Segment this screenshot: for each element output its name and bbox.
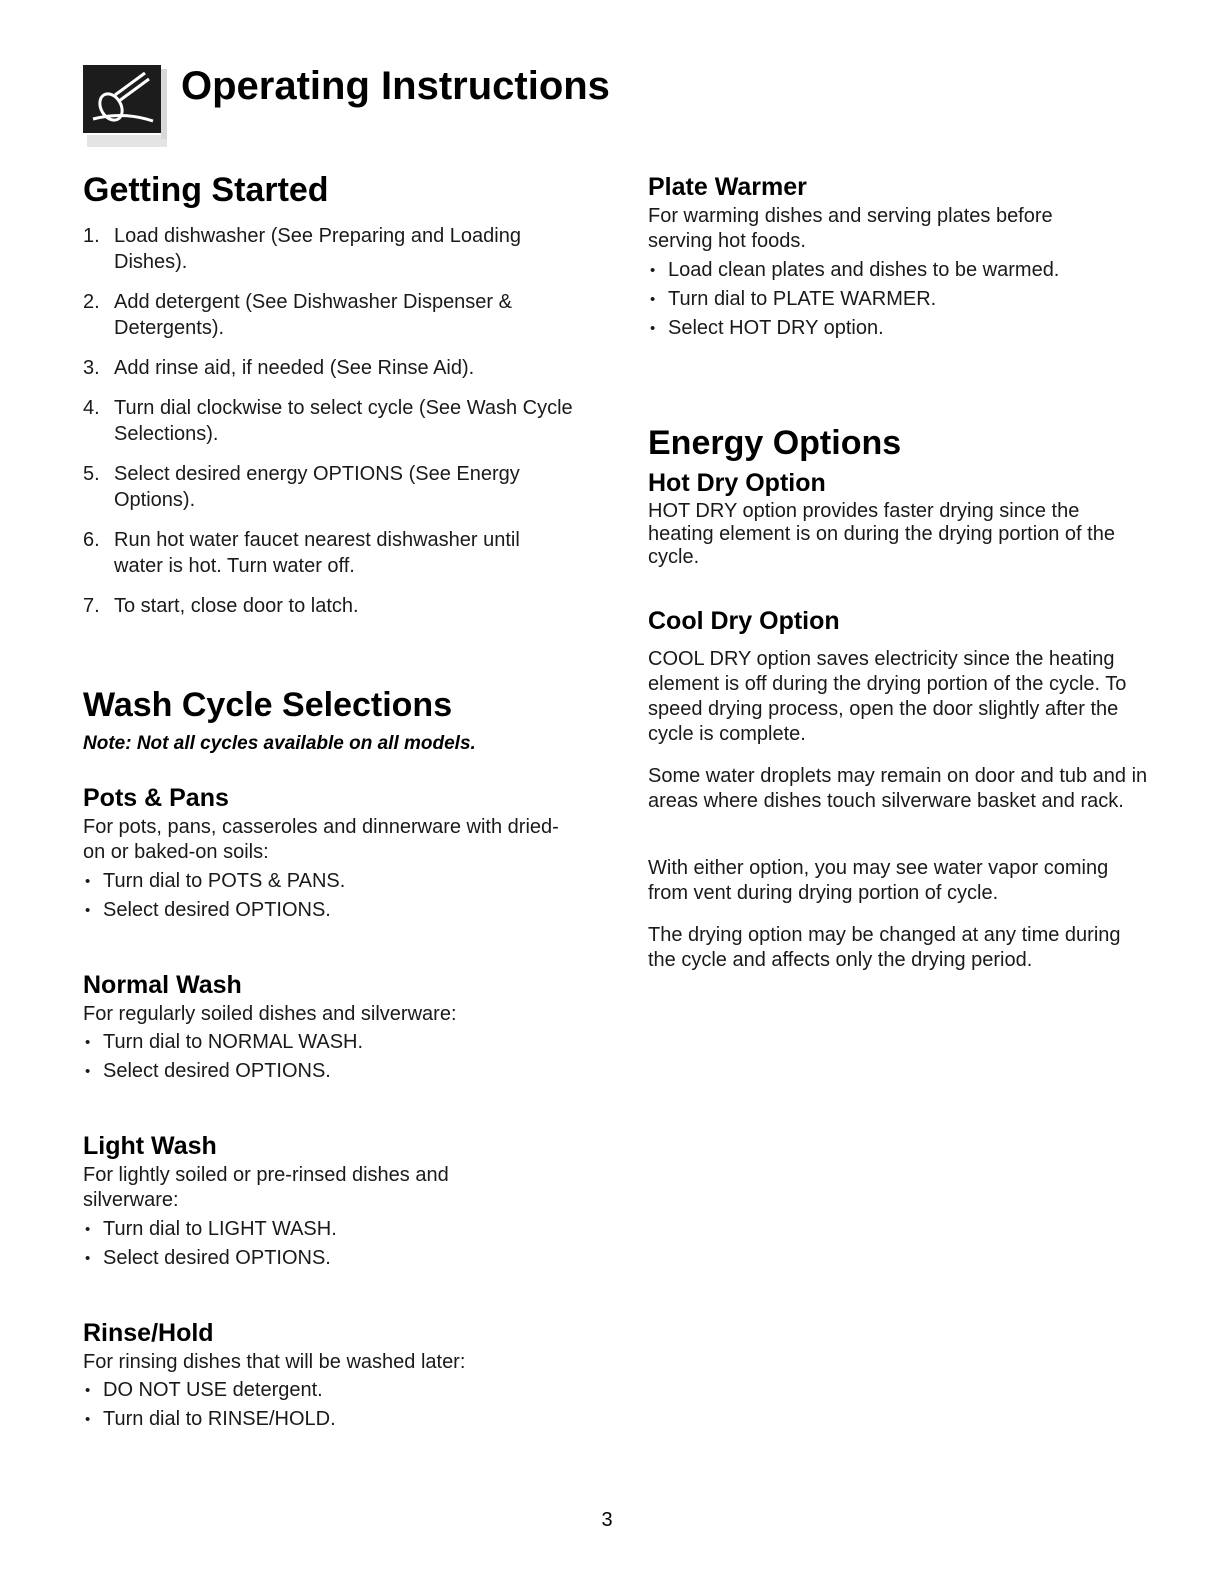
light-wash-bullets [83,1215,563,1273]
light-wash-desc: For lightly soiled or pre-rinsed dishes and silverware: [83,1164,449,1211]
light-wash-title: Light Wash [83,1132,217,1160]
pots-pans-title: Pots & Pans [83,784,229,812]
bullet-item: • Select desired OPTIONS. [83,1244,563,1273]
cool-dry-para: The drying option may be changed at any time during the cycle and affects only the drying period. [648,924,1121,971]
step-text: Select desired energy OPTIONS (See Energy Options). [114,463,520,511]
bullet-item: • Select HOT DRY option. [648,314,1148,343]
plate-warmer-desc: For warming dishes and serving plates before serving hot foods. [648,205,1053,252]
getting-started-steps [83,223,573,633]
step-item [83,593,573,619]
bullet-item: • Turn dial to RINSE/HOLD. [83,1405,563,1434]
step-number: 7. [83,595,100,617]
wash-cycle-heading: Wash Cycle Selections [83,686,453,724]
rinse-hold-bullets [83,1376,563,1434]
bullet-item: • Load clean plates and dishes to be warmed. [648,256,1148,285]
step-text: Add rinse aid, if needed (See Rinse Aid). [114,357,475,379]
cool-dry-para: Some water droplets may remain on door and tub and in areas where dishes touch silverware basket and rack. [648,765,1148,812]
cool-dry-para: COOL DRY option saves electricity since the heating element is off during the drying portion of the cycle. To speed drying process, open the door slightly after the cycle is complete. [648,648,1127,745]
getting-started-heading: Getting Started [83,171,329,209]
plate-warmer-title: Plate Warmer [648,173,807,201]
step-number: 4. [83,397,100,419]
step-item [83,289,573,341]
dishwasher-dish-icon [83,65,167,149]
step-number: 5. [83,463,100,485]
step-number: 2. [83,291,100,313]
rinse-hold-desc: For rinsing dishes that will be washed later: [83,1351,466,1373]
energy-options-heading: Energy Options [648,424,902,462]
cool-dry-para: With either option, you may see water vapor coming from vent during drying portion of cycle. [648,857,1109,904]
hot-dry-title: Hot Dry Option [648,469,826,497]
normal-wash-desc: For regularly soiled dishes and silverware: [83,1003,457,1025]
bullet-item: • Turn dial to LIGHT WASH. [83,1215,563,1244]
step-item [83,395,573,447]
step-item [83,461,573,513]
step-text: To start, close door to latch. [114,595,359,617]
step-number: 3. [83,357,100,379]
step-item [83,223,573,275]
bullet-item: • Turn dial to PLATE WARMER. [648,285,1148,314]
bullet-item: • Select desired OPTIONS. [83,1057,563,1086]
wash-cycle-note: Note: Not all cycles available on all models. [83,733,476,754]
step-text: Turn dial clockwise to select cycle (See Wash Cycle Selections). [114,397,573,445]
bullet-item: • Turn dial to POTS & PANS. [83,867,563,896]
bullet-item: • Select desired OPTIONS. [83,896,563,925]
step-item [83,527,573,579]
step-item [83,355,573,381]
normal-wash-bullets [83,1028,563,1086]
normal-wash-title: Normal Wash [83,971,242,999]
bullet-item: • Turn dial to NORMAL WASH. [83,1028,563,1057]
page-number: 3 [601,1509,613,1531]
pots-pans-desc: For pots, pans, casseroles and dinnerware with dried-on or baked-on soils: [83,816,559,863]
step-text: Add detergent (See Dishwasher Dispenser & Detergents). [114,291,512,339]
cool-dry-title: Cool Dry Option [648,607,840,635]
hot-dry-desc: HOT DRY option provides faster drying since the heating element is on during the drying portion of the cycle. [648,500,1115,568]
bullet-item: • DO NOT USE detergent. [83,1376,563,1405]
step-text: Run hot water faucet nearest dishwasher until water is hot. Turn water off. [114,529,520,577]
plate-warmer-bullets [648,256,1148,343]
page-title: Operating Instructions [181,64,610,108]
rinse-hold-title: Rinse/Hold [83,1319,214,1347]
step-number: 1. [83,225,100,247]
step-number: 6. [83,529,100,551]
pots-pans-bullets [83,867,563,925]
step-text: Load dishwasher (See Preparing and Loading Dishes). [114,225,521,273]
